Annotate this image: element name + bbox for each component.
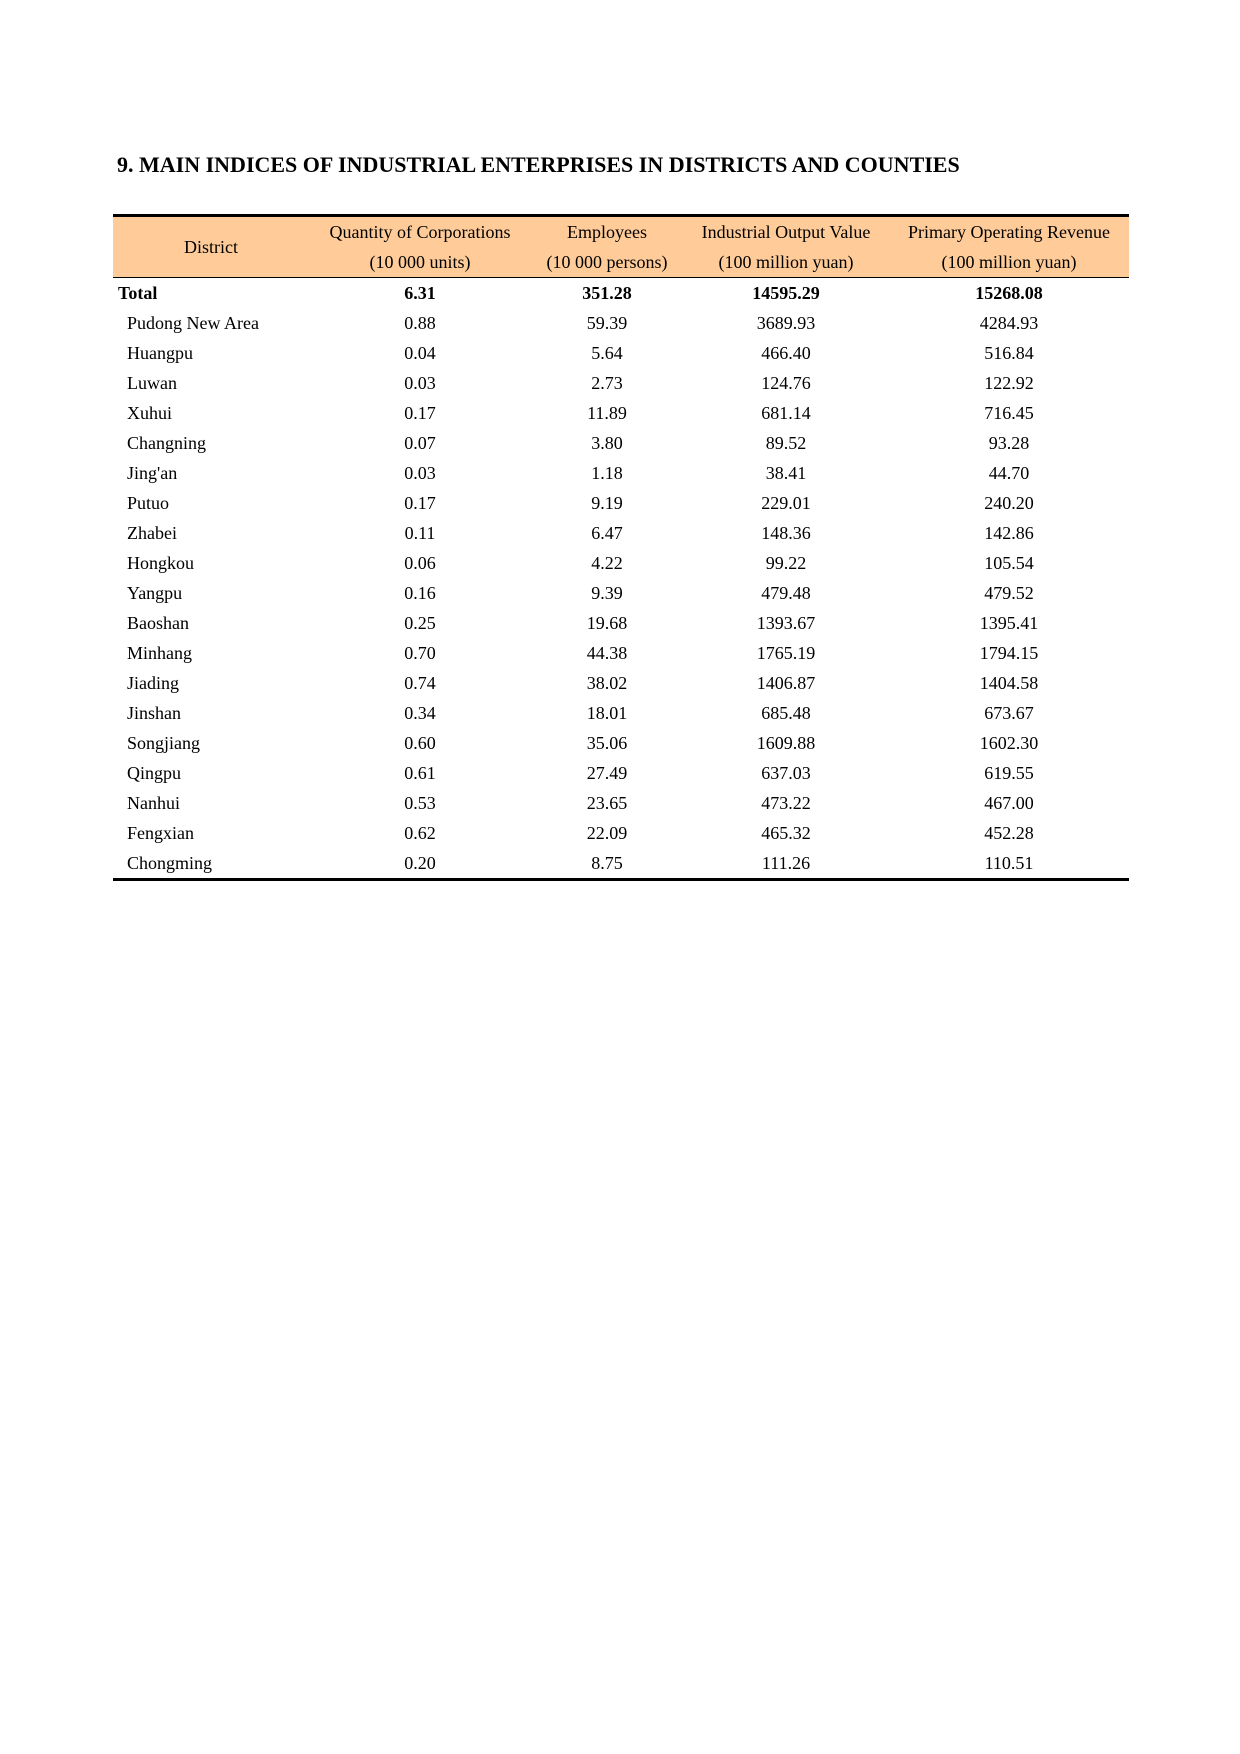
employees-cell: 23.65 — [586, 793, 628, 813]
district-name: Putuo — [127, 493, 170, 513]
corporations-cell: 0.60 — [404, 733, 436, 753]
header-corporations-label: Quantity of Corporations — [329, 222, 511, 242]
total-corporations: 6.31 — [404, 283, 436, 303]
table-row — [113, 458, 1129, 488]
header-district — [113, 216, 309, 278]
table-row — [113, 848, 1129, 880]
output-value-cell: 685.48 — [761, 703, 811, 723]
output-value-cell: 1609.88 — [756, 733, 816, 753]
table-row — [113, 818, 1129, 848]
district-name: Xuhui — [127, 403, 172, 423]
employees-cell: 1.18 — [591, 463, 623, 483]
revenue-cell: 467.00 — [984, 793, 1034, 813]
header-corporations-unit: (10 000 units) — [369, 252, 471, 272]
district-name: Changning — [127, 433, 206, 453]
table-row — [113, 758, 1129, 788]
corporations-cell: 0.62 — [404, 823, 436, 843]
employees-cell: 19.68 — [586, 613, 628, 633]
output-value-cell: 148.36 — [761, 523, 811, 543]
revenue-cell: 1794.15 — [979, 643, 1039, 663]
table-row — [113, 428, 1129, 458]
revenue-cell: 93.28 — [988, 433, 1030, 453]
total-revenue: 15268.08 — [975, 283, 1043, 303]
header-output-value-label: Industrial Output Value — [701, 222, 871, 242]
output-value-cell: 1765.19 — [756, 643, 816, 663]
district-name: Jing'an — [127, 463, 178, 483]
revenue-cell: 1404.58 — [979, 673, 1039, 693]
table-row — [113, 578, 1129, 608]
header-employees — [531, 216, 683, 278]
revenue-cell: 619.55 — [984, 763, 1034, 783]
table-row — [113, 368, 1129, 398]
table-header — [113, 216, 1129, 278]
corporations-cell: 0.20 — [404, 853, 436, 873]
output-value-cell: 3689.93 — [756, 313, 816, 333]
output-value-cell: 637.03 — [761, 763, 811, 783]
district-name: Chongming — [127, 853, 213, 873]
header-revenue — [889, 216, 1129, 278]
employees-cell: 38.02 — [586, 673, 628, 693]
employees-cell: 8.75 — [591, 853, 623, 873]
table-row — [113, 698, 1129, 728]
district-name: Luwan — [127, 373, 177, 393]
output-value-cell: 89.52 — [765, 433, 807, 453]
table-row — [113, 728, 1129, 758]
total-row — [113, 278, 1129, 309]
employees-cell: 9.39 — [591, 583, 623, 603]
corporations-cell: 0.04 — [404, 343, 436, 363]
output-value-cell: 1393.67 — [756, 613, 816, 633]
table-header-row — [113, 216, 1129, 278]
output-value-cell: 681.14 — [761, 403, 811, 423]
output-value-cell: 466.40 — [761, 343, 811, 363]
district-name: Songjiang — [127, 733, 201, 753]
district-name: Fengxian — [127, 823, 194, 843]
employees-cell: 11.89 — [587, 403, 627, 423]
revenue-cell: 110.51 — [984, 853, 1034, 873]
district-name: Pudong New Area — [127, 313, 259, 333]
employees-cell: 9.19 — [591, 493, 623, 513]
output-value-cell: 1406.87 — [756, 673, 816, 693]
table-row — [113, 548, 1129, 578]
corporations-cell: 0.11 — [404, 523, 436, 543]
output-value-cell: 124.76 — [761, 373, 811, 393]
district-name: Qingpu — [127, 763, 181, 783]
revenue-cell: 44.70 — [988, 463, 1030, 483]
corporations-cell: 0.70 — [404, 643, 436, 663]
corporations-cell: 0.34 — [404, 703, 436, 723]
revenue-cell: 716.45 — [984, 403, 1034, 423]
industrial-indices-table — [113, 214, 1129, 881]
header-employees-unit: (10 000 persons) — [546, 252, 668, 272]
employees-cell: 3.80 — [591, 433, 623, 453]
revenue-cell: 452.28 — [984, 823, 1034, 843]
employees-cell: 18.01 — [586, 703, 628, 723]
header-revenue-label: Primary Operating Revenue — [908, 222, 1110, 242]
district-name: Zhabei — [127, 523, 177, 543]
district-name: Minhang — [127, 643, 192, 663]
revenue-cell: 122.92 — [984, 373, 1034, 393]
district-name: Nanhui — [127, 793, 180, 813]
table-row — [113, 518, 1129, 548]
revenue-cell: 673.67 — [984, 703, 1034, 723]
revenue-cell: 516.84 — [984, 343, 1034, 363]
employees-cell: 5.64 — [591, 343, 623, 363]
corporations-cell: 0.88 — [404, 313, 436, 333]
employees-cell: 59.39 — [586, 313, 628, 333]
revenue-cell: 1395.41 — [979, 613, 1039, 633]
total-employees: 351.28 — [582, 283, 632, 303]
output-value-cell: 111.26 — [761, 853, 811, 873]
header-revenue-unit: (100 million yuan) — [941, 252, 1077, 272]
corporations-cell: 0.06 — [404, 553, 436, 573]
output-value-cell: 229.01 — [761, 493, 811, 513]
district-name: Baoshan — [127, 613, 189, 633]
district-name: Jinshan — [127, 703, 181, 723]
revenue-cell: 1602.30 — [979, 733, 1039, 753]
output-value-cell: 473.22 — [761, 793, 811, 813]
employees-cell: 4.22 — [591, 553, 623, 573]
revenue-cell: 4284.93 — [979, 313, 1039, 333]
header-employees-label: Employees — [567, 222, 647, 242]
corporations-cell: 0.16 — [404, 583, 436, 603]
header-corporations — [309, 216, 531, 278]
total-label: Total — [118, 283, 158, 303]
employees-cell: 44.38 — [586, 643, 628, 663]
corporations-cell: 0.17 — [404, 403, 436, 423]
revenue-cell: 240.20 — [984, 493, 1034, 513]
employees-cell: 35.06 — [586, 733, 628, 753]
district-name: Jiading — [127, 673, 179, 693]
table-row — [113, 638, 1129, 668]
table-row — [113, 338, 1129, 368]
district-name: Yangpu — [127, 583, 183, 603]
revenue-cell: 105.54 — [984, 553, 1034, 573]
corporations-cell: 0.17 — [404, 493, 436, 513]
table-body — [113, 278, 1129, 880]
header-output-value — [683, 216, 889, 278]
district-name: Huangpu — [127, 343, 193, 363]
corporations-cell: 0.03 — [404, 463, 436, 483]
total-output-value: 14595.29 — [752, 283, 820, 303]
corporations-cell: 0.25 — [404, 613, 436, 633]
revenue-cell: 479.52 — [984, 583, 1034, 603]
output-value-cell: 479.48 — [761, 583, 811, 603]
table-row — [113, 668, 1129, 698]
employees-cell: 22.09 — [586, 823, 628, 843]
corporations-cell: 0.07 — [404, 433, 436, 453]
table-row — [113, 488, 1129, 518]
corporations-cell: 0.61 — [404, 763, 436, 783]
employees-cell: 6.47 — [591, 523, 623, 543]
table-row — [113, 308, 1129, 338]
table-row — [113, 788, 1129, 818]
table-row — [113, 398, 1129, 428]
page-title: 9. MAIN INDICES OF INDUSTRIAL ENTERPRISES IN DISTRICTS AND COUNTIES — [117, 152, 960, 177]
district-name: Hongkou — [127, 553, 194, 573]
employees-cell: 27.49 — [586, 763, 628, 783]
output-value-cell: 38.41 — [765, 463, 807, 483]
table-row — [113, 608, 1129, 638]
output-value-cell: 99.22 — [765, 553, 807, 573]
corporations-cell: 0.03 — [404, 373, 436, 393]
output-value-cell: 465.32 — [761, 823, 811, 843]
revenue-cell: 142.86 — [984, 523, 1034, 543]
corporations-cell: 0.53 — [404, 793, 436, 813]
header-district-label: District — [184, 237, 238, 257]
header-output-value-unit: (100 million yuan) — [718, 252, 854, 272]
corporations-cell: 0.74 — [404, 673, 436, 693]
employees-cell: 2.73 — [591, 373, 623, 393]
